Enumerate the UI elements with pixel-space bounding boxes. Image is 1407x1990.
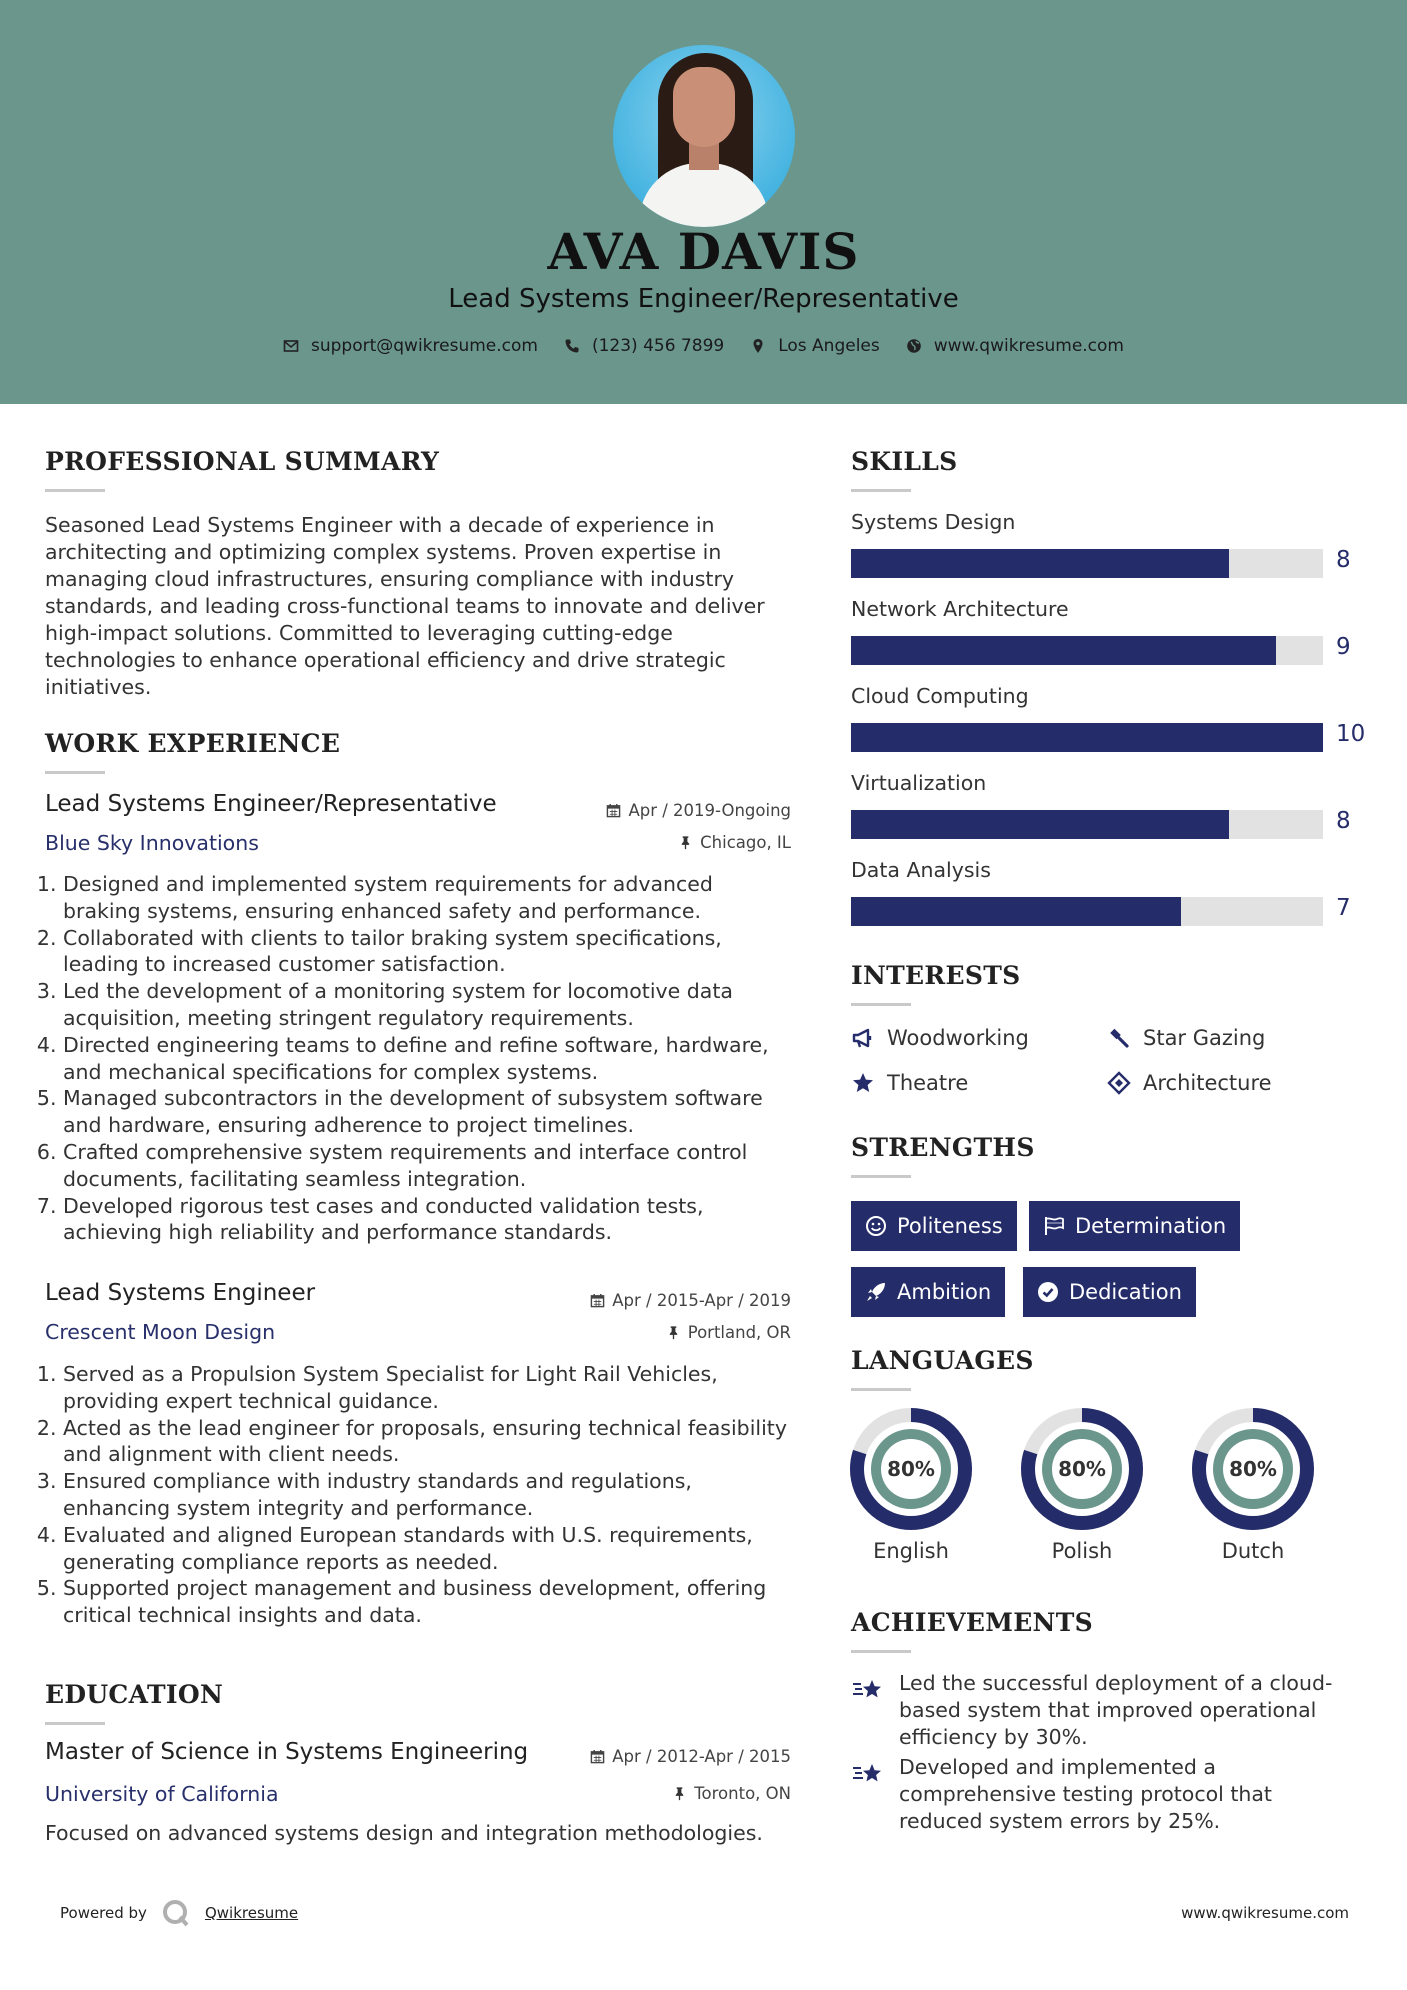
interest-item: Theatre	[851, 1071, 968, 1095]
skills-divider	[851, 489, 911, 492]
footer-powered-by: Powered by Qwikresume	[60, 1898, 298, 1928]
list-item: 4. Directed engineering teams to define and refine software, hardware, and mechanical specifications for complex systems.	[63, 1032, 797, 1086]
interest-item: Architecture	[1107, 1071, 1272, 1095]
languages-heading: LANGUAGES	[851, 1346, 1034, 1375]
summary-heading: PROFESSIONAL SUMMARY	[45, 447, 440, 476]
job-duties-list	[45, 871, 797, 1246]
calendar-icon	[590, 1293, 605, 1308]
skill-bar-fill	[851, 636, 1276, 665]
strength-badge: Ambition	[851, 1267, 1005, 1317]
education-dates: Apr / 2012-Apr / 2015	[590, 1747, 791, 1766]
contact-website[interactable]	[906, 336, 1124, 356]
skills-heading: SKILLS	[851, 447, 958, 476]
skill-bar-track	[851, 636, 1323, 665]
list-item: 2. Collaborated with clients to tailor braking system specifications, leading to increased customer satisfaction.	[63, 925, 797, 979]
job-location: Portland, OR	[666, 1323, 791, 1342]
pushpin-icon	[678, 835, 693, 850]
skill-value: 9	[1336, 634, 1351, 660]
interest-item: Star Gazing	[1107, 1026, 1265, 1050]
language-donut	[1020, 1407, 1144, 1531]
interests-divider	[851, 1003, 911, 1006]
list-item: 5. Supported project management and business development, offering critical technical insights and data.	[63, 1575, 797, 1629]
strengths-heading: STRENGTHS	[851, 1133, 1035, 1162]
school-name: University of California	[45, 1782, 279, 1806]
shooting-star-icon	[851, 1674, 885, 1708]
skill-value: 8	[1336, 547, 1351, 573]
job-duties-list	[45, 1361, 797, 1629]
strength-badge: Politeness	[851, 1201, 1017, 1251]
achievements-divider	[851, 1650, 911, 1653]
calendar-icon	[606, 803, 621, 818]
interests-heading: INTERESTS	[851, 961, 1021, 990]
list-item: 6. Crafted comprehensive system requirements and interface control documents, facilitating seamless integration.	[63, 1139, 797, 1193]
phone-icon	[564, 338, 580, 354]
list-item: 3. Led the development of a monitoring system for locomotive data acquisition, meeting stringent regulatory requirements.	[63, 978, 797, 1032]
list-item: 1. Served as a Propulsion System Specialist for Light Rail Vehicles, providing expert technical guidance.	[63, 1361, 797, 1415]
smile-icon	[865, 1215, 887, 1237]
skill-name: Cloud Computing	[851, 684, 1029, 708]
skill-bar-track	[851, 810, 1323, 839]
gavel-icon	[1107, 1026, 1131, 1050]
envelope-icon	[283, 338, 299, 354]
megaphone-icon	[851, 1026, 875, 1050]
job-dates: Apr / 2015-Apr / 2019	[590, 1291, 791, 1310]
skill-bar-track	[851, 549, 1323, 578]
candidate-title: Lead Systems Engineer/Representative	[448, 284, 959, 314]
email-text: support@qwikresume.com	[311, 336, 538, 356]
star-icon	[851, 1071, 875, 1095]
check-circle-icon	[1037, 1281, 1059, 1303]
location-text: Los Angeles	[778, 336, 880, 356]
rocket-icon	[865, 1281, 887, 1303]
job-dates: Apr / 2019-Ongoing	[606, 801, 791, 820]
contact-email[interactable]	[283, 336, 538, 356]
calendar-icon	[590, 1749, 605, 1764]
job-location: Chicago, IL	[678, 833, 791, 852]
list-item: 5. Managed subcontractors in the development of subsystem software and hardware, ensuring adherence to project timelines.	[63, 1085, 797, 1139]
skill-bar-fill	[851, 723, 1323, 752]
strengths-divider	[851, 1175, 911, 1178]
resume-header	[0, 0, 1407, 404]
qwikresume-link[interactable]: Qwikresume	[204, 1904, 299, 1922]
pushpin-icon	[672, 1786, 687, 1801]
skill-bar-fill	[851, 549, 1229, 578]
flag-icon	[1043, 1215, 1065, 1237]
gauge-percent-label: 80%	[1229, 1457, 1277, 1481]
education-divider	[45, 1722, 105, 1725]
language-donut	[849, 1407, 973, 1531]
languages-divider	[851, 1388, 911, 1391]
education-description: Focused on advanced systems design and integration methodologies.	[45, 1821, 763, 1845]
gauge-percent-label: 80%	[887, 1457, 935, 1481]
job-company: Crescent Moon Design	[45, 1320, 276, 1344]
achievement-item: Developed and implemented a comprehensive testing protocol that reduced system errors by 25%.	[851, 1754, 1351, 1835]
skill-name: Virtualization	[851, 771, 987, 795]
list-item: 2. Acted as the lead engineer for proposals, ensuring technical feasibility and alignment with client needs.	[63, 1415, 797, 1469]
ticket-icon	[1107, 1071, 1131, 1095]
job-title: Lead Systems Engineer	[45, 1280, 316, 1306]
education-heading: EDUCATION	[45, 1680, 224, 1709]
list-item: 4. Evaluated and aligned European standards with U.S. requirements, generating compliance reports as needed.	[63, 1522, 797, 1576]
degree-title: Master of Science in Systems Engineering	[45, 1739, 529, 1765]
website-text: www.qwikresume.com	[933, 336, 1124, 356]
language-name: English	[873, 1539, 949, 1563]
education-location: Toronto, ON	[672, 1784, 791, 1803]
footer-website-link[interactable]: www.qwikresume.com	[1181, 1904, 1349, 1922]
phone-text: (123) 456 7899	[591, 336, 725, 356]
strength-badge: Dedication	[1023, 1267, 1196, 1317]
candidate-name: AVA DAVIS	[547, 222, 860, 281]
experience-divider	[45, 771, 105, 774]
job-title: Lead Systems Engineer/Representative	[45, 791, 497, 817]
globe-icon	[906, 338, 922, 354]
skill-name: Network Architecture	[851, 597, 1069, 621]
skill-value: 8	[1336, 808, 1351, 834]
gauge-percent-label: 80%	[1058, 1457, 1106, 1481]
list-item: 3. Ensured compliance with industry standards and regulations, enhancing system integrity and performance.	[63, 1468, 797, 1522]
skill-bar-track	[851, 897, 1323, 926]
profile-photo	[613, 45, 795, 227]
achievement-item: Led the successful deployment of a cloud-based system that improved operational efficiency by 30%.	[851, 1670, 1351, 1751]
language-gauge	[1188, 1407, 1318, 1563]
skill-value: 7	[1336, 895, 1351, 921]
map-pin-icon	[750, 338, 766, 354]
summary-text: Seasoned Lead Systems Engineer with a decade of experience in architecting and optimizing complex systems. Proven expertise in managing cloud infrastructures, ensuring compliance with industry standards, and leading cross-functional teams to innovate and deliver high-impact solutions. Committed to leveraging cutting-edge technologies to enhance operational efficiency and drive strategic initiatives.	[45, 513, 765, 699]
language-gauge	[846, 1407, 976, 1563]
language-gauge	[1017, 1407, 1147, 1563]
language-donut	[1191, 1407, 1315, 1531]
job-company: Blue Sky Innovations	[45, 831, 259, 855]
language-name: Dutch	[1221, 1539, 1285, 1563]
skill-bar-fill	[851, 897, 1181, 926]
skill-value: 10	[1336, 721, 1366, 747]
contact-bar	[0, 336, 1407, 356]
pushpin-icon	[666, 1325, 681, 1340]
strength-badge: Determination	[1029, 1201, 1240, 1251]
list-item: 7. Developed rigorous test cases and conducted validation tests, achieving high reliability and performance standards.	[63, 1193, 797, 1247]
list-item: 1. Designed and implemented system requirements for advanced braking systems, ensuring enhanced safety and performance.	[63, 871, 797, 925]
skill-name: Data Analysis	[851, 858, 991, 882]
language-name: Polish	[1051, 1539, 1113, 1563]
experience-heading: WORK EXPERIENCE	[45, 729, 341, 758]
shooting-star-icon	[851, 1758, 885, 1792]
achievements-heading: ACHIEVEMENTS	[851, 1608, 1093, 1637]
skill-name: Systems Design	[851, 510, 1016, 534]
contact-phone[interactable]	[564, 336, 724, 356]
skill-bar-track	[851, 723, 1323, 752]
qwikresume-logo-icon	[161, 1898, 191, 1928]
summary-divider	[45, 489, 105, 492]
interest-item: Woodworking	[851, 1026, 1029, 1050]
skill-bar-fill	[851, 810, 1229, 839]
contact-location	[750, 336, 880, 356]
